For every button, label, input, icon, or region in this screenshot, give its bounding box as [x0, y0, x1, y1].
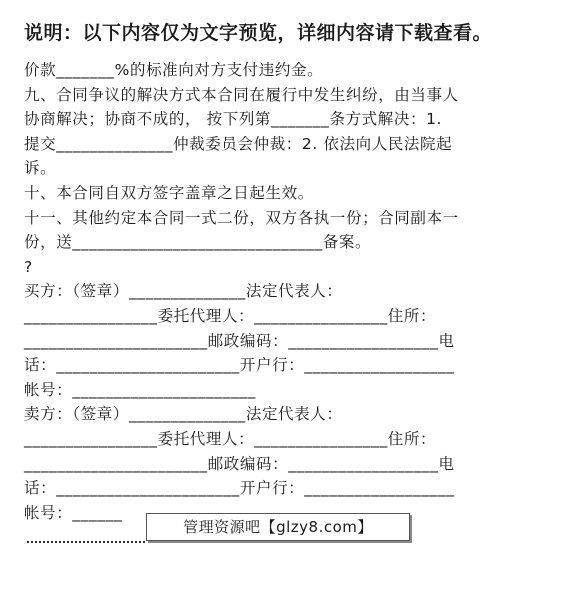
buyer-bank-line: 话：______________________开户行：__________________	[24, 356, 455, 375]
text-line: ?	[24, 257, 33, 276]
seller-agent-line: ________________委托代理人：________________住所：	[24, 429, 437, 448]
buyer-postcode-line: ______________________邮政编码：__________________电	[24, 331, 455, 350]
contract-text	[24, 58, 564, 525]
text-line: 诉。	[24, 159, 57, 178]
buyer-account-line: 帐号：______________________	[24, 380, 256, 399]
text-line: 提交______________仲裁委员会仲裁：2. 依法向人民法院起	[24, 134, 453, 153]
seller-postcode-line: ______________________邮政编码：__________________电	[24, 454, 455, 473]
seller-signature-line: 卖方：（签章）______________法定代表人：	[24, 405, 343, 424]
text-line: 十一、其他约定本合同一式二份，双方各执一份；合同副本一	[24, 208, 459, 227]
text-line: 十、本合同自双方签字盖章之日起生效。	[24, 183, 314, 202]
buyer-agent-line: ________________委托代理人：________________住所：	[24, 306, 437, 325]
watermark-label: 管理资源吧【glzy8.com】	[146, 513, 410, 541]
preview-notice: 说明：以下内容仅为文字预览，详细内容请下载查看。	[24, 22, 493, 44]
text-line: 九、合同争议的解决方式本合同在履行中发生纠纷，由当事人	[24, 85, 459, 104]
text-line: 协商解决；协商不成的， 按下列第_______条方式解决：1.	[24, 110, 443, 129]
text-line: 份，送______________________________备案。	[24, 233, 372, 252]
seller-bank-line: 话：______________________开户行：__________________	[24, 479, 455, 498]
buyer-signature-line: 买方：（签章）______________法定代表人：	[24, 282, 343, 301]
text-line: 价款_______%的标准向对方支付违约金。	[24, 61, 324, 79]
seller-account-line: 帐号：______	[24, 503, 123, 522]
dotted-divider	[26, 540, 146, 544]
